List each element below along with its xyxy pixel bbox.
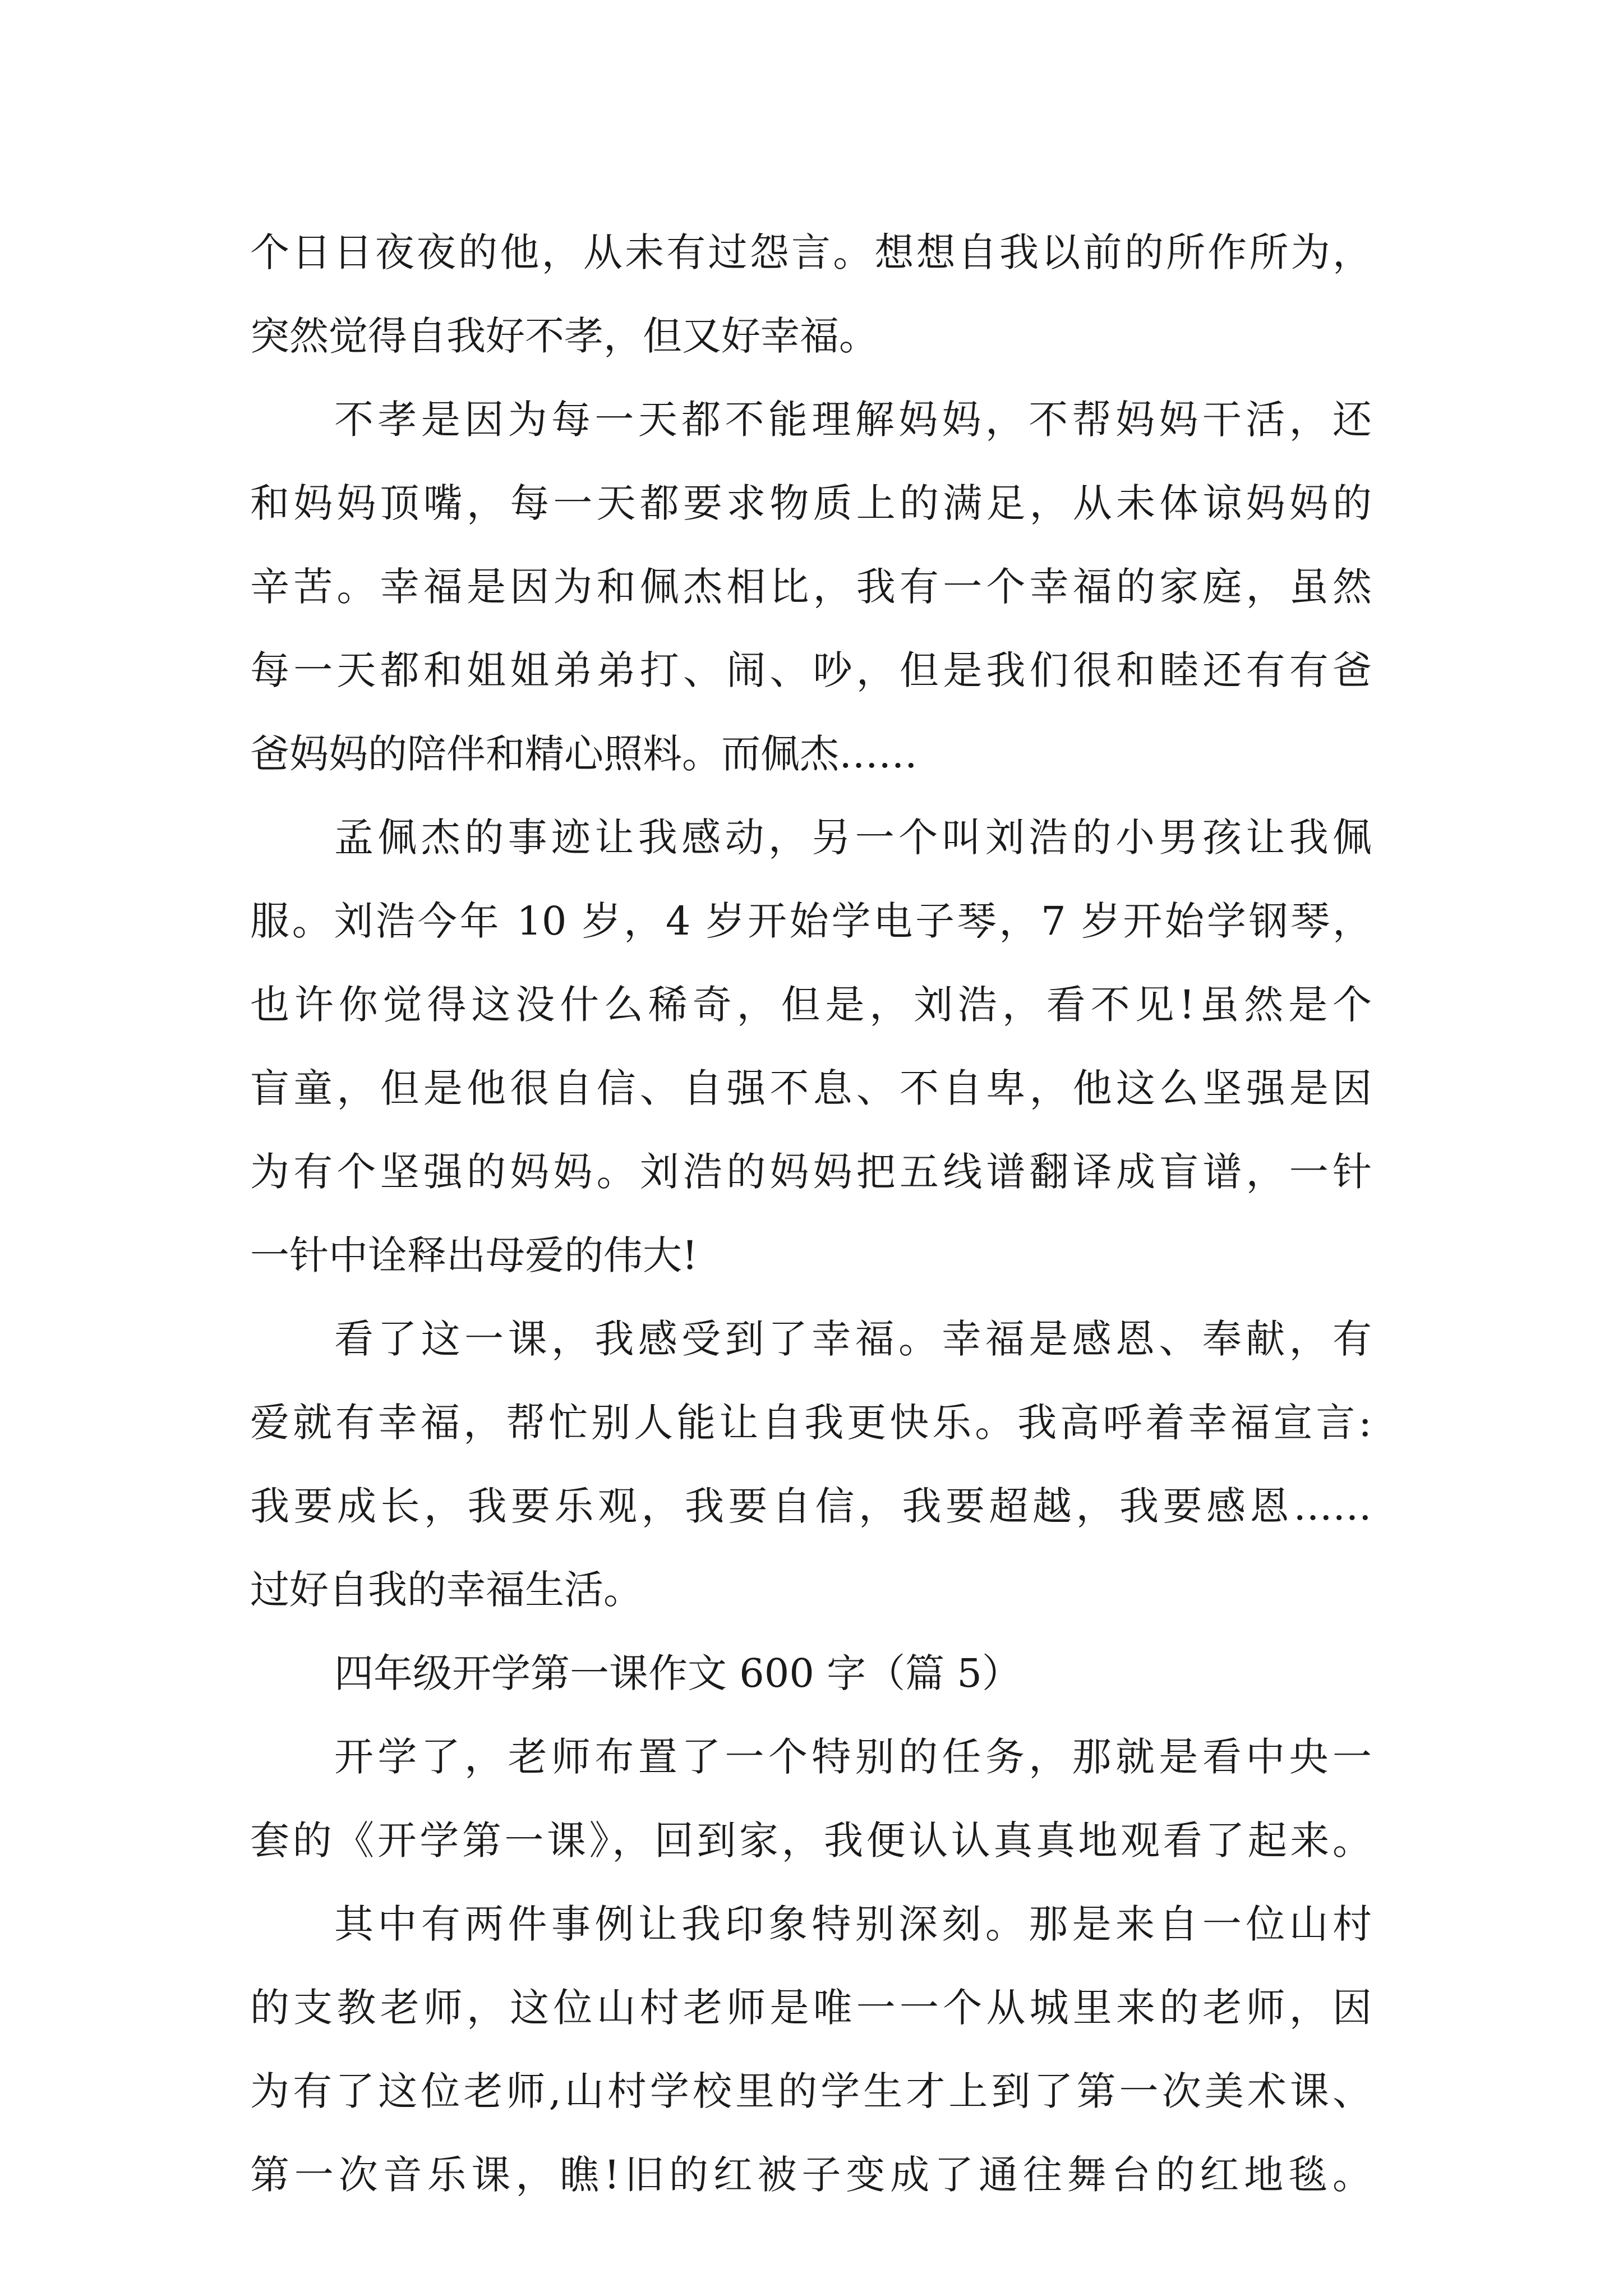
essay-body xyxy=(250,211,1372,2217)
text-line: 第一次音乐课，瞧!旧的红被子变成了通往舞台的红地毯。 xyxy=(250,2152,1372,2198)
paragraph-first-line: 开学了，老师布置了一个特别的任务，那就是看中央一 xyxy=(334,1734,1372,1780)
text-line: 我要成长，我要乐观，我要自信，我要超越，我要感恩…… xyxy=(250,1483,1372,1529)
text-line: 过好自我的幸福生活。 xyxy=(250,1567,643,1613)
text-line: 套的《开学第一课》，回到家，我便认认真真地观看了起来。 xyxy=(250,1818,1372,1864)
text-line: 服。刘浩今年 10 岁，4 岁开始学电子琴，7 岁开始学钢琴， xyxy=(250,898,1372,944)
text-line: 一针中诠释出母爱的伟大! xyxy=(250,1232,698,1278)
paragraph-first-line: 不孝是因为每一天都不能理解妈妈，不帮妈妈干活，还 xyxy=(334,397,1372,443)
text-line: 也许你觉得这没什么稀奇，但是，刘浩，看不见!虽然是个 xyxy=(250,982,1372,1028)
text-line: 和妈妈顶嘴，每一天都要求物质上的满足，从未体谅妈妈的 xyxy=(250,480,1372,526)
text-line: 盲童，但是他很自信、自强不息、不自卑，他这么坚强是因 xyxy=(250,1065,1372,1111)
paragraph-first-line: 孟佩杰的事迹让我感动，另一个叫刘浩的小男孩让我佩 xyxy=(334,815,1372,861)
text-line: 爱就有幸福，帮忙别人能让自我更快乐。我高呼着幸福宣言: xyxy=(250,1400,1372,1446)
text-line: 突然觉得自我好不孝，但又好幸福。 xyxy=(250,313,878,359)
paragraph-first-line: 看了这一课，我感受到了幸福。幸福是感恩、奉献，有 xyxy=(334,1316,1372,1362)
text-line: 爸妈妈的陪伴和精心照料。而佩杰…… xyxy=(250,731,917,777)
text-line: 每一天都和姐姐弟弟打、闹、吵，但是我们很和睦还有有爸 xyxy=(250,647,1372,693)
text-line: 的支教老师，这位山村老师是唯一一个从城里来的老师，因 xyxy=(250,1985,1372,2031)
text-line: 为有个坚强的妈妈。刘浩的妈妈把五线谱翻译成盲谱，一针 xyxy=(250,1149,1372,1195)
text-line: 为有了这位老师,山村学校里的学生才上到了第一次美术课、 xyxy=(250,2068,1372,2114)
text-line: 辛苦。幸福是因为和佩杰相比，我有一个幸福的家庭，虽然 xyxy=(250,564,1372,610)
text-line: 个日日夜夜的他，从未有过怨言。想想自我以前的所作所为， xyxy=(250,229,1372,275)
section-heading: 四年级开学第一课作文 600 字（篇 5） xyxy=(334,1650,1021,1696)
paragraph-first-line: 其中有两件事例让我印象特别深刻。那是来自一位山村 xyxy=(334,1901,1372,1947)
